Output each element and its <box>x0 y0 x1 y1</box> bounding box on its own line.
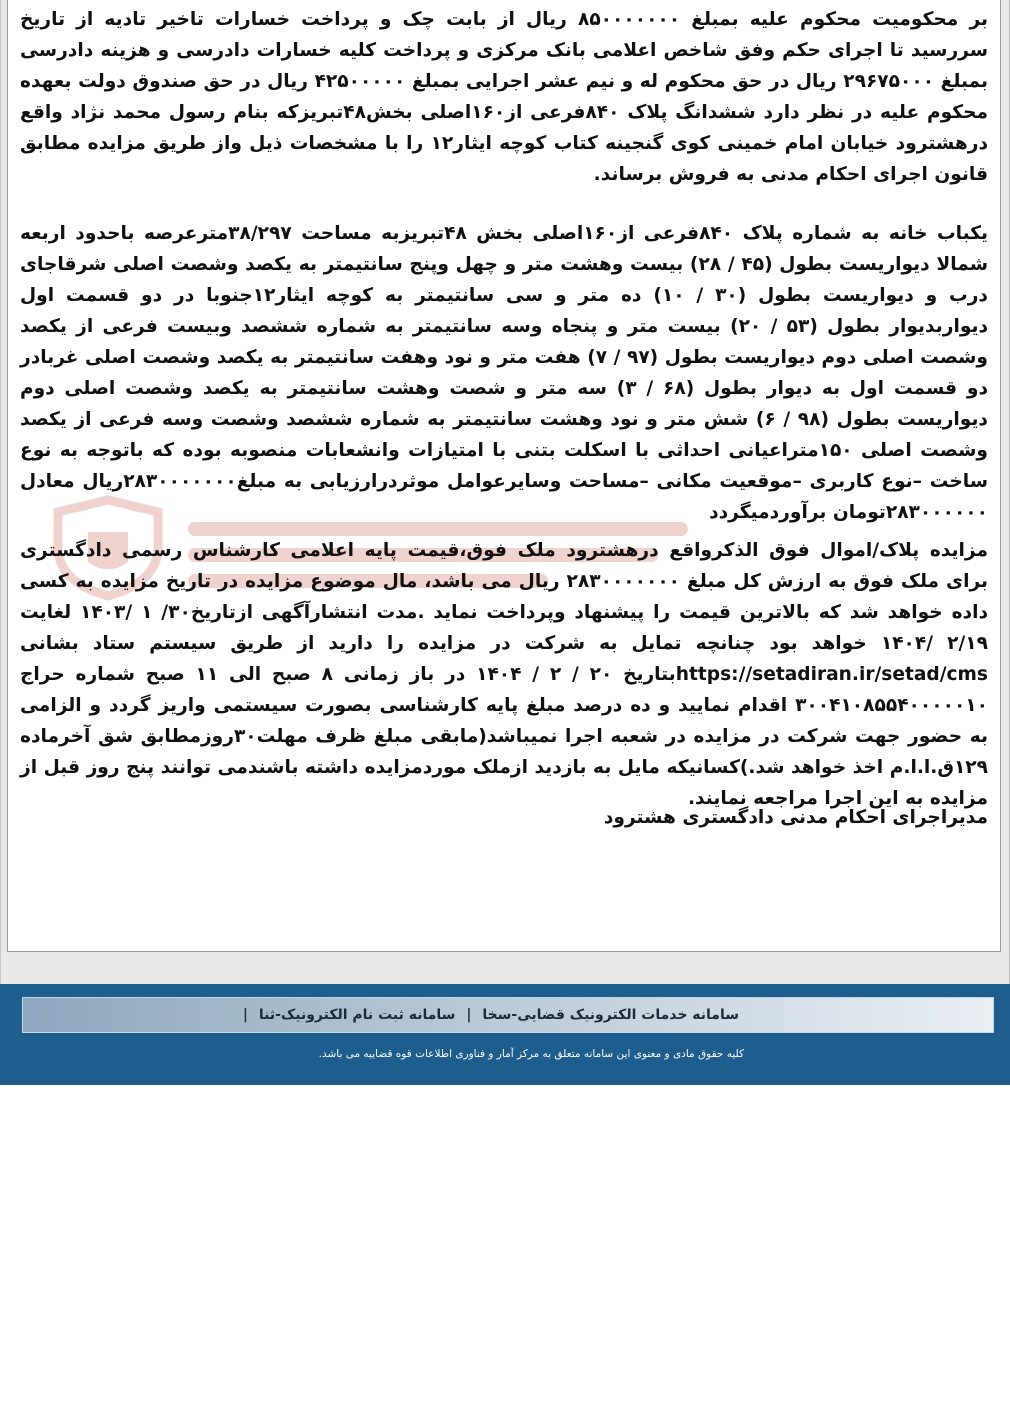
footer-separator: | <box>242 1007 248 1023</box>
footer-links-bar <box>22 997 994 1033</box>
footer-link-sana[interactable]: سامانه ثبت نام الکترونیک-ثنا <box>258 1007 456 1023</box>
notice-signature: مدیراجرای احکام مدنی دادگستری هشترود <box>603 807 988 828</box>
footer-separator: | <box>466 1007 472 1023</box>
notice-paragraph-judgment: بر محکومیت محکوم علیه بمبلغ ۸۵۰۰۰۰۰۰۰ ریال از بابت چک و پرداخت خسارات تاخیر تادیه از تاریخ سررسید تا اجرای حکم وفق شاخص اعلامی بانک مرکزی و پرداخت کلیه خسارات دادرسی و هزینه دادرسی بمبلغ ۲۹۶۷۵۰۰۰ ریال در حق محکوم له و نیم عشر اجرایی بمبلغ ۴۲۵۰۰۰۰۰ ریال در حق صندوق دولت بعهده محکوم علیه در نظر دارد ششدانگ پلاک ۸۴۰فرعی از۱۶۰اصلی بخش۴۸تبریزکه بنام رسول محمد نژاد واقع درهشترود خیابان امام خمینی کوی گنجینه کتاب کوچه ایثار۱۲ را با مشخصات ذیل واز طریق مزایده مطابق قانون اجرای احکام مدنی به فروش برساند. <box>20 9 989 185</box>
footer-link-sakha[interactable]: سامانه خدمات الکترونیک قضایی-سخا <box>482 1007 739 1023</box>
notice-content <box>7 0 1001 952</box>
site-footer <box>0 984 1010 1085</box>
notice-paragraph-property-description: یکباب خانه به شماره پلاک ۸۴۰فرعی از۱۶۰اصلی بخش ۴۸تبریزبه مساحت ۳۸/۲۹۷مترعرصه باحدود اربعه شمالا دیواریست بطول (۴۵ / ۲۸) بیست وهشت متر و چهل وپنج سانتیمتر به یکصد وشصت اصلی شرقاجای درب و دیواریست بطول (۳۰ / ۱۰) ده متر و سی سانتیمتر به کوچه ایثار۱۲جنوبا در دو قسمت اول دیواربدیوار بطول (۵۳ / ۲۰) بیست متر و پنجاه وسه سانتیمتر به شماره ششصد وبیست فرعی از یکصد وشصت اصلی دوم دیواریست بطول (۹۷ / ۷) هفت متر و نود وهفت سانتیمتر به یکصد وشصت اصلی غربادر دو قسمت اول به دیوار بطول (۶۸ / ۳) سه متر و شصت وهشت سانتیمتر به یکصد وشصت اصلی دوم دیواریست بطول (۹۸ / ۶) شش متر و نود وهشت سانتیمتر به شماره ششصد وشصت وسه فرعی از یکصد وشصت اصلی ۱۵۰متراعیانی احداثی با اسکلت بتنی با امتیازات وانشعابات منصوبه بوده که باتوجه به نوع ساخت –نوع کاربری –موقعیت مکانی –مساحت وسایرعوامل موثردرارزیابی به مبلغ۲۸۳۰۰۰۰۰۰۰ریال معادل ۲۸۳۰۰۰۰۰۰تومان برآوردمیگردد <box>20 223 989 523</box>
footer-copyright: کلیه حقوق مادی و معنوی این سامانه متعلق به مرکز آمار و فناوری اطلاعات قوه قضاییه می باشد. <box>318 1048 744 1060</box>
notice-paragraph-auction-terms: مزایده پلاک/اموال فوق الذکرواقع درهشترود ملک فوق،قیمت پایه اعلامی کارشناس رسمی دادگستری برای ملک فوق به ارزش کل مبلغ ۲۸۳۰۰۰۰۰۰۰ ریال می باشد، مال موضوع مزایده در تاریخ مزایده به کسی داده خواهد شد که بالاترین قیمت را پیشنهاد وپرداخت نماید .مدت انتشارآگهی ازتاریخ۳۰/ ۱ /۱۴۰۳ لغایت ۲/۱۹ /۱۴۰۴ خواهد بود چنانچه تمایل به شرکت در مزایده را دارید از طریق سیستم ستاد بشانی https://setadiran.ir/setad/cmsبتاریخ ۲۰ / ۲ / ۱۴۰۴ در باز زمانی ۸ صبح الی ۱۱ صبح شماره حراج ۳۰۰۴۱۰۸۵۵۴۰۰۰۰۰۱۰ اقدام نمایید و ده درصد مبلغ پایه کارشناسی بصورت سیستمی واریز گردد و الزامی به حضور جهت شرکت در مزایده در شعبه اجرا نمیباشد(مابقی مبلغ ظرف مهلت۳۰روزمطابق شق آخرماده ۱۲۹ق.ا.ا.م اخذ خواهد شد.)کسانیکه مایل به بازدید ازملک موردمزایده داشته باشندمی توانند پنج روز قبل از مزایده به این اجرا مراجعه نمایند. <box>20 540 989 809</box>
